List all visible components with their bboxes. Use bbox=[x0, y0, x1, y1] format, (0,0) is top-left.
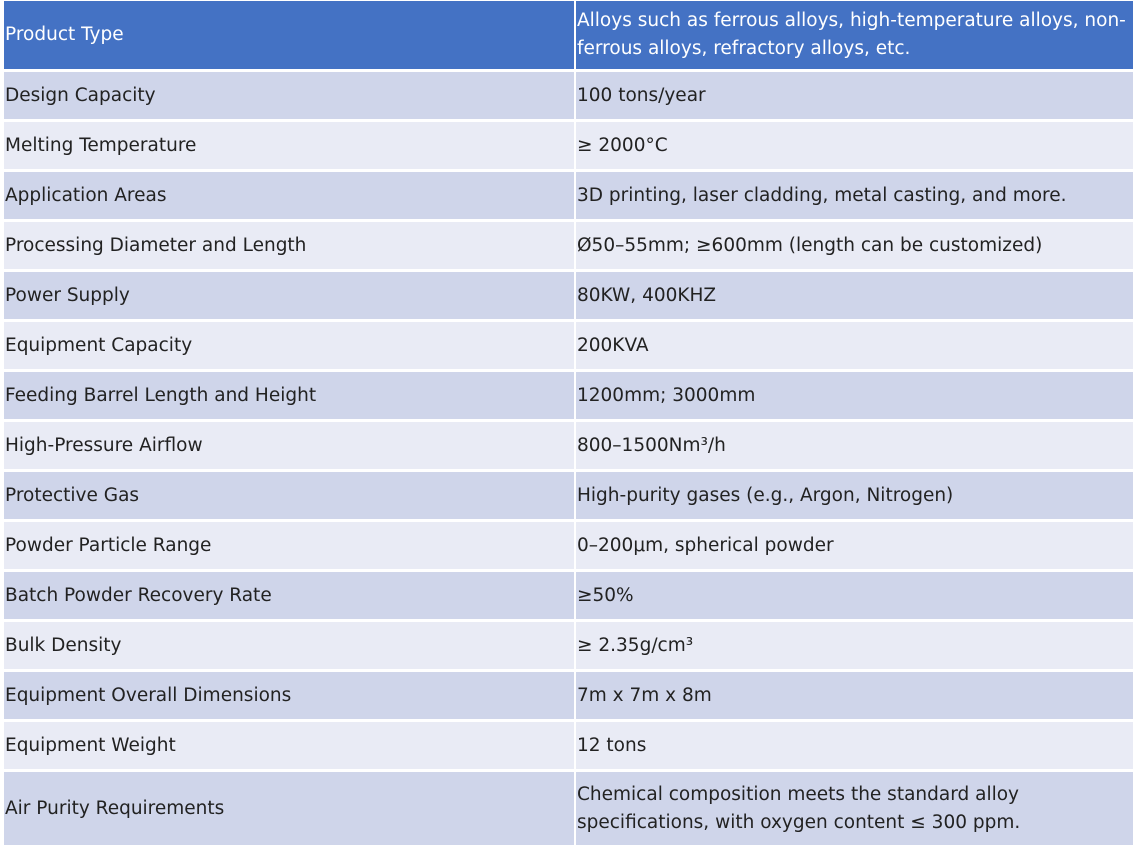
table-cell-label: Air Purity Requirements bbox=[4, 771, 575, 845]
table-row bbox=[4, 121, 1133, 171]
table-cell-value: Alloys such as ferrous alloys, high-temperature alloys, non-ferrous alloys, refractory alloys, etc. bbox=[575, 1, 1133, 71]
table-row bbox=[4, 471, 1133, 521]
table-cell-label: Equipment Overall Dimensions bbox=[4, 671, 575, 721]
table-cell-label: Batch Powder Recovery Rate bbox=[4, 571, 575, 621]
table-row bbox=[4, 71, 1133, 121]
table-cell-value: Ø50–55mm; ≥600mm (length can be customized) bbox=[575, 221, 1133, 271]
table-cell-value: 100 tons/year bbox=[575, 71, 1133, 121]
table-cell-label: Application Areas bbox=[4, 171, 575, 221]
table-row bbox=[4, 521, 1133, 571]
table-row bbox=[4, 771, 1133, 845]
table-cell-label: Melting Temperature bbox=[4, 121, 575, 171]
table-cell-value: 12 tons bbox=[575, 721, 1133, 771]
table-header-row bbox=[4, 1, 1133, 71]
table-row bbox=[4, 721, 1133, 771]
table-cell-value: ≥ 2.35g/cm³ bbox=[575, 621, 1133, 671]
table-cell-value: ≥50% bbox=[575, 571, 1133, 621]
table-cell-value: 3D printing, laser cladding, metal casting, and more. bbox=[575, 171, 1133, 221]
table-row bbox=[4, 671, 1133, 721]
table-cell-label: Design Capacity bbox=[4, 71, 575, 121]
table-cell-label: Product Type bbox=[4, 1, 575, 71]
table-cell-label: Protective Gas bbox=[4, 471, 575, 521]
table-cell-label: Bulk Density bbox=[4, 621, 575, 671]
table-row bbox=[4, 321, 1133, 371]
table-cell-label: Feeding Barrel Length and Height bbox=[4, 371, 575, 421]
table-cell-value: Chemical composition meets the standard alloy specifications, with oxygen content ≤ 300 ppm. bbox=[575, 771, 1133, 845]
table-cell-label: High-Pressure Airflow bbox=[4, 421, 575, 471]
table-cell-label: Power Supply bbox=[4, 271, 575, 321]
table-cell-value: 0–200μm, spherical powder bbox=[575, 521, 1133, 571]
table-row bbox=[4, 221, 1133, 271]
table-row bbox=[4, 421, 1133, 471]
table-row bbox=[4, 621, 1133, 671]
table-cell-value: 200KVA bbox=[575, 321, 1133, 371]
table-cell-label: Processing Diameter and Length bbox=[4, 221, 575, 271]
table-cell-value: ≥ 2000°C bbox=[575, 121, 1133, 171]
table-cell-value: 80KW, 400KHZ bbox=[575, 271, 1133, 321]
table-cell-label: Equipment Weight bbox=[4, 721, 575, 771]
table-row bbox=[4, 371, 1133, 421]
table-cell-value: 1200mm; 3000mm bbox=[575, 371, 1133, 421]
table-cell-value: 800–1500Nm³/h bbox=[575, 421, 1133, 471]
table-cell-label: Equipment Capacity bbox=[4, 321, 575, 371]
table-cell-value: High-purity gases (e.g., Argon, Nitrogen) bbox=[575, 471, 1133, 521]
table-row bbox=[4, 271, 1133, 321]
table-cell-label: Powder Particle Range bbox=[4, 521, 575, 571]
table-cell-value: 7m x 7m x 8m bbox=[575, 671, 1133, 721]
table-row bbox=[4, 171, 1133, 221]
spec-table bbox=[4, 1, 1133, 845]
table-row bbox=[4, 571, 1133, 621]
